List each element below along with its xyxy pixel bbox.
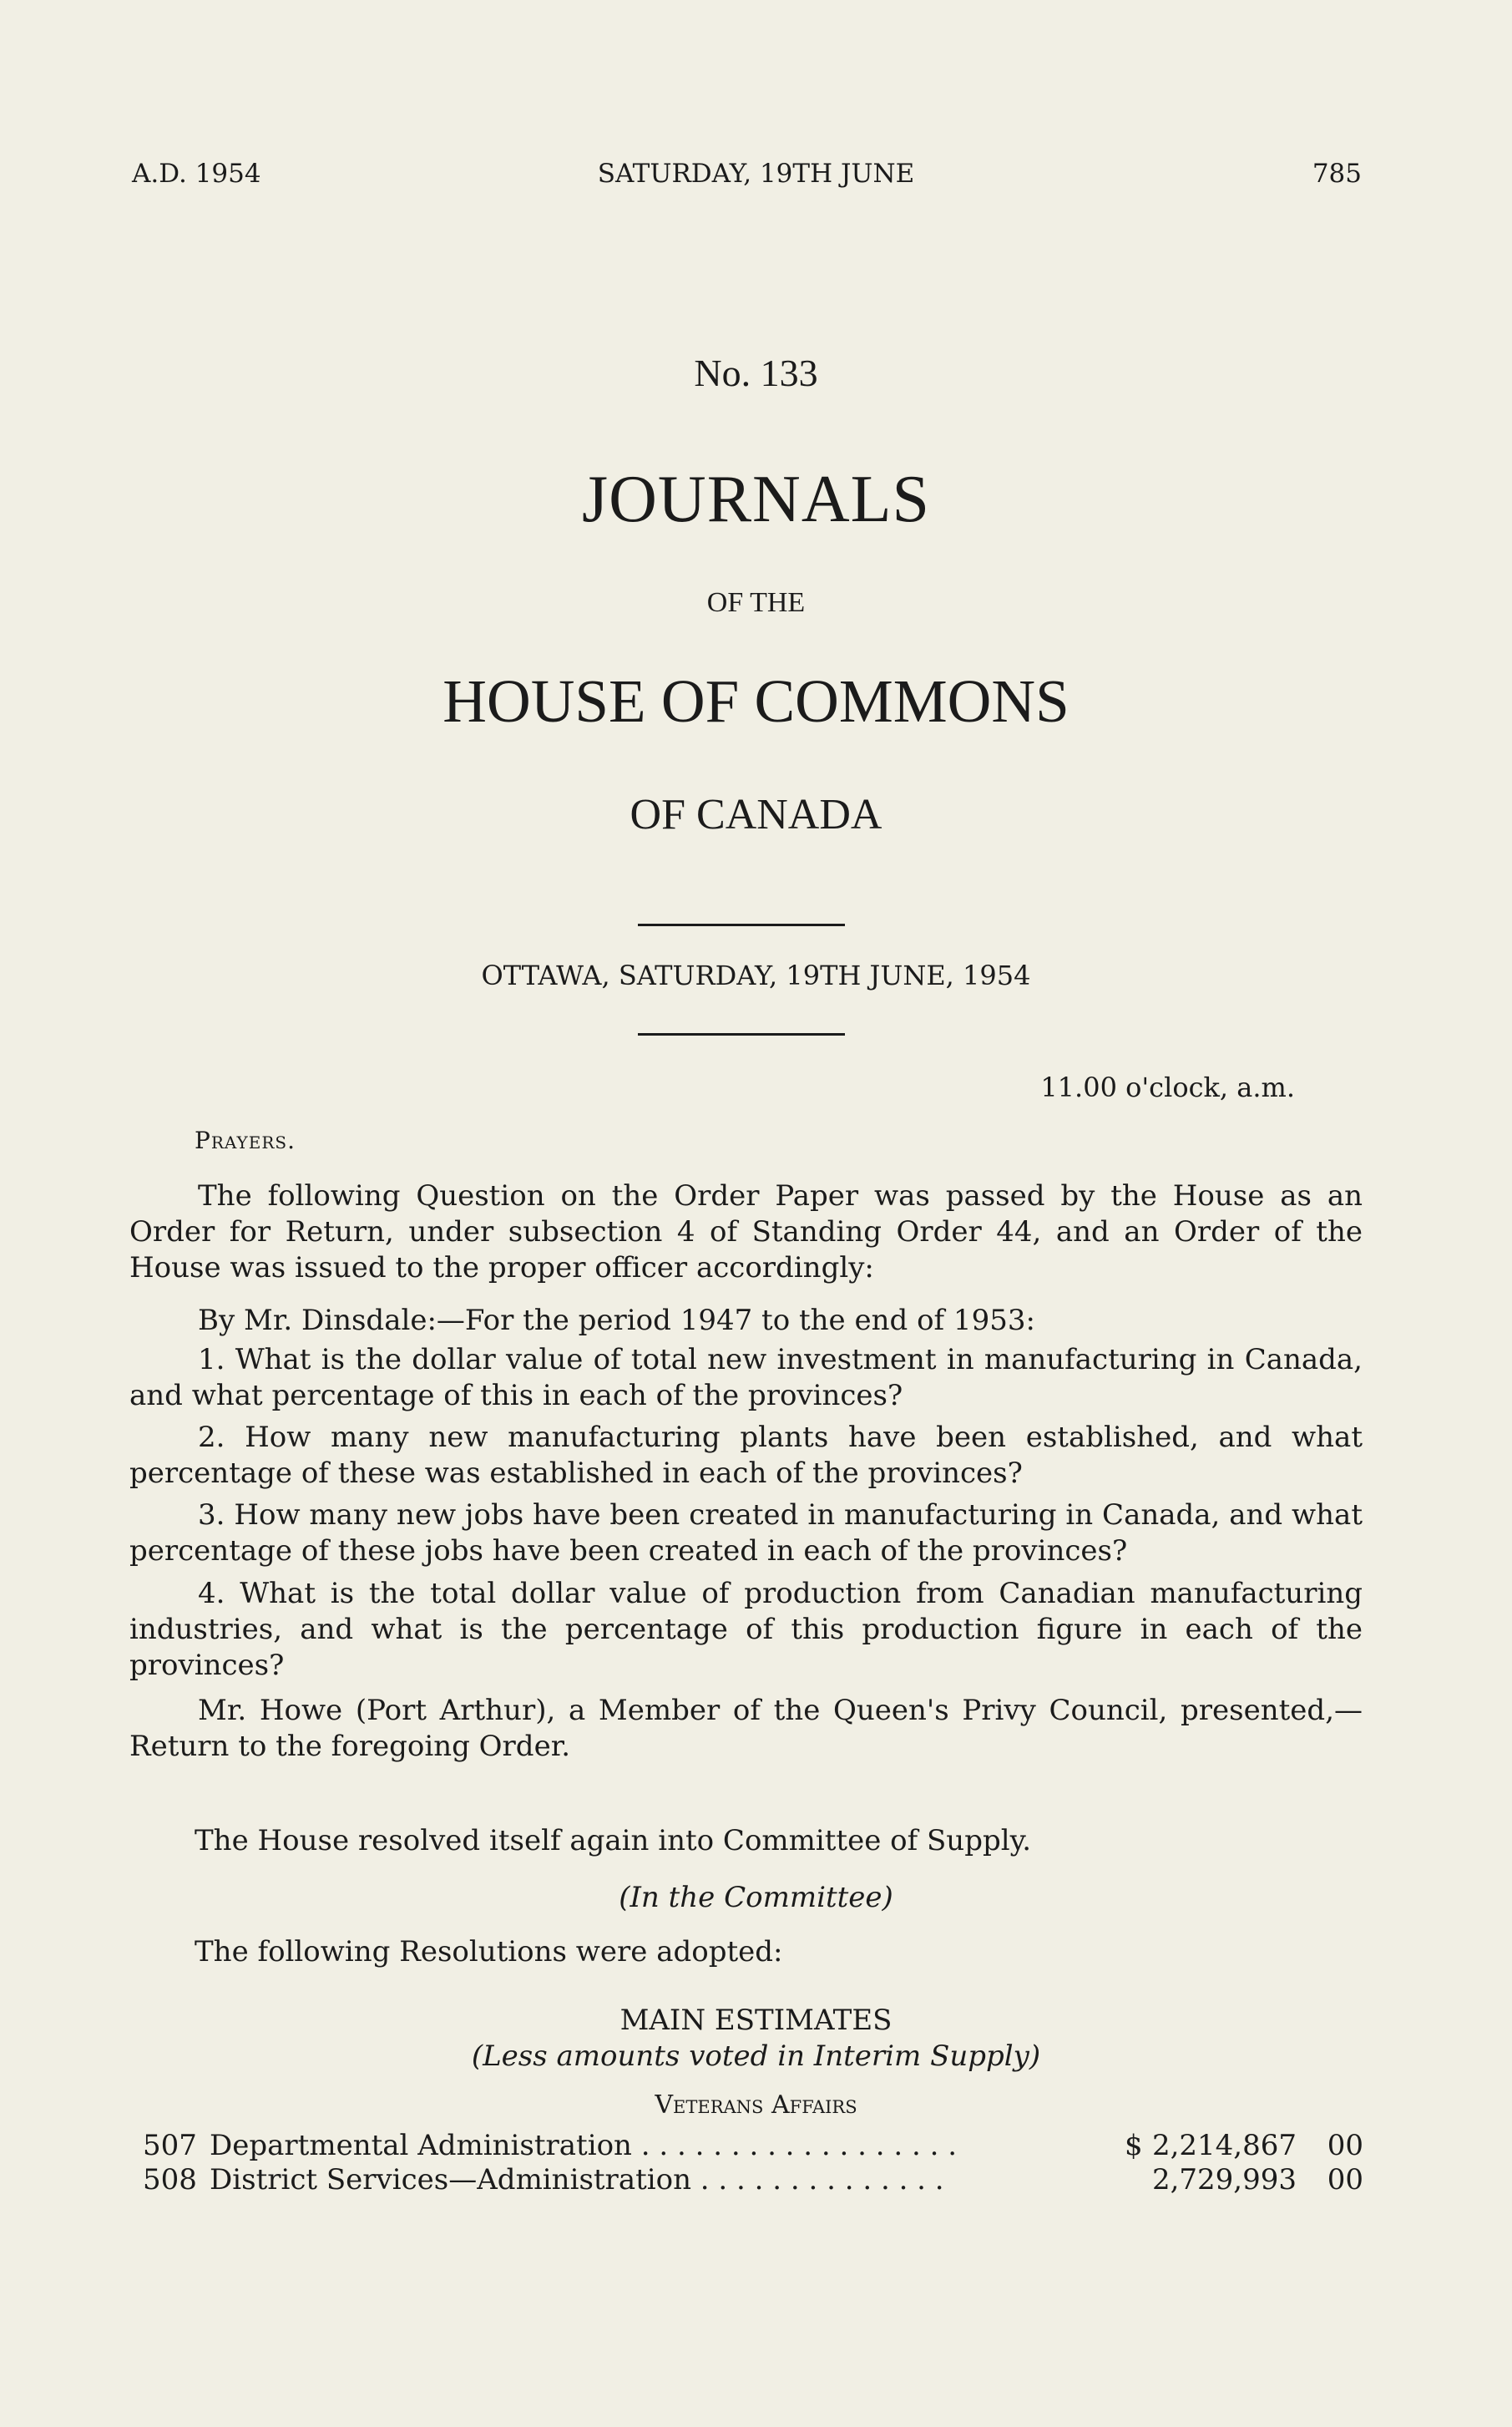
vote-description: District Services—Administration . . . . . . . . . . . . . . [210, 2163, 944, 2196]
title-house-of-commons: HOUSE OF COMMONS [442, 667, 1070, 735]
resolutions-paragraph: The following Resolutions were adopted: [195, 1935, 783, 1968]
sitting-time: 11.00 o'clock, a.m. [1040, 1072, 1295, 1103]
divider-rule [638, 924, 845, 926]
title-of-the: OF THE [706, 587, 806, 618]
committee-paragraph: The House resolved itself again into Committee of Supply. [195, 1824, 1032, 1857]
header-date: SATURDAY, 19TH JUNE [597, 159, 915, 189]
estimates-title: MAIN ESTIMATES [619, 2004, 893, 2037]
dateline: OTTAWA, SATURDAY, 19TH JUNE, 1954 [481, 960, 1031, 991]
howe-return-paragraph: Mr. Howe (Port Arthur), a Member of the Queen's Privy Council, presented,—Return to the foregoing Order. [129, 1694, 1363, 1763]
estimates-section: Veterans Affairs [655, 2090, 857, 2120]
prayers-heading: Prayers. [195, 1127, 296, 1154]
page-number: 785 [1312, 159, 1362, 189]
vote-description: Departmental Administration . . . . . . . . . . . . . . . . . . [210, 2129, 958, 2162]
question-4: 4. What is the total dollar value of production from Canadian manufacturing industries, and what is the percentage of this production figure in each of the provinces? [129, 1577, 1363, 1682]
question-3: 3. How many new jobs have been created in manufacturing in Canada, and what percentage of these jobs have been created in each of the provinces? [129, 1498, 1363, 1568]
vote-cents: 00 [1327, 2163, 1363, 2196]
estimates-subtitle: (Less amounts voted in Interim Supply) [471, 2039, 1041, 2073]
divider-rule [638, 1033, 845, 1036]
vote-cents: 00 [1327, 2129, 1363, 2162]
vote-number: 508 [143, 2163, 197, 2196]
dollar-sign: $ [1125, 2129, 1143, 2162]
title-of-canada: OF CANADA [630, 791, 882, 839]
title-journals: JOURNALS [582, 463, 930, 536]
in-committee-heading: (In the Committee) [619, 1881, 893, 1914]
vote-amount: 2,729,993 [1151, 2163, 1297, 2196]
estimate-row [143, 2163, 1363, 2198]
journal-number: No. 133 [694, 352, 818, 394]
question-1: 1. What is the dollar value of total new investment in manufacturing in Canada, and what percentage of this in each of the provinces? [129, 1343, 1363, 1412]
vote-number: 507 [143, 2129, 197, 2162]
vote-amount: 2,214,867 [1151, 2129, 1297, 2162]
estimate-row [143, 2129, 1363, 2164]
question-2: 2. How many new manufacturing plants have been established, and what percentage of these was established in each of the provinces? [129, 1421, 1363, 1490]
by-line-paragraph: By Mr. Dinsdale:—For the period 1947 to the end of 1953: [198, 1304, 1035, 1337]
intro-paragraph: The following Question on the Order Paper was passed by the House as an Order for Return, under subsection 4 of Standing Order 44, and an Order of the House was issued to the proper officer accordingly: [129, 1179, 1363, 1284]
header-year: A.D. 1954 [132, 159, 261, 189]
